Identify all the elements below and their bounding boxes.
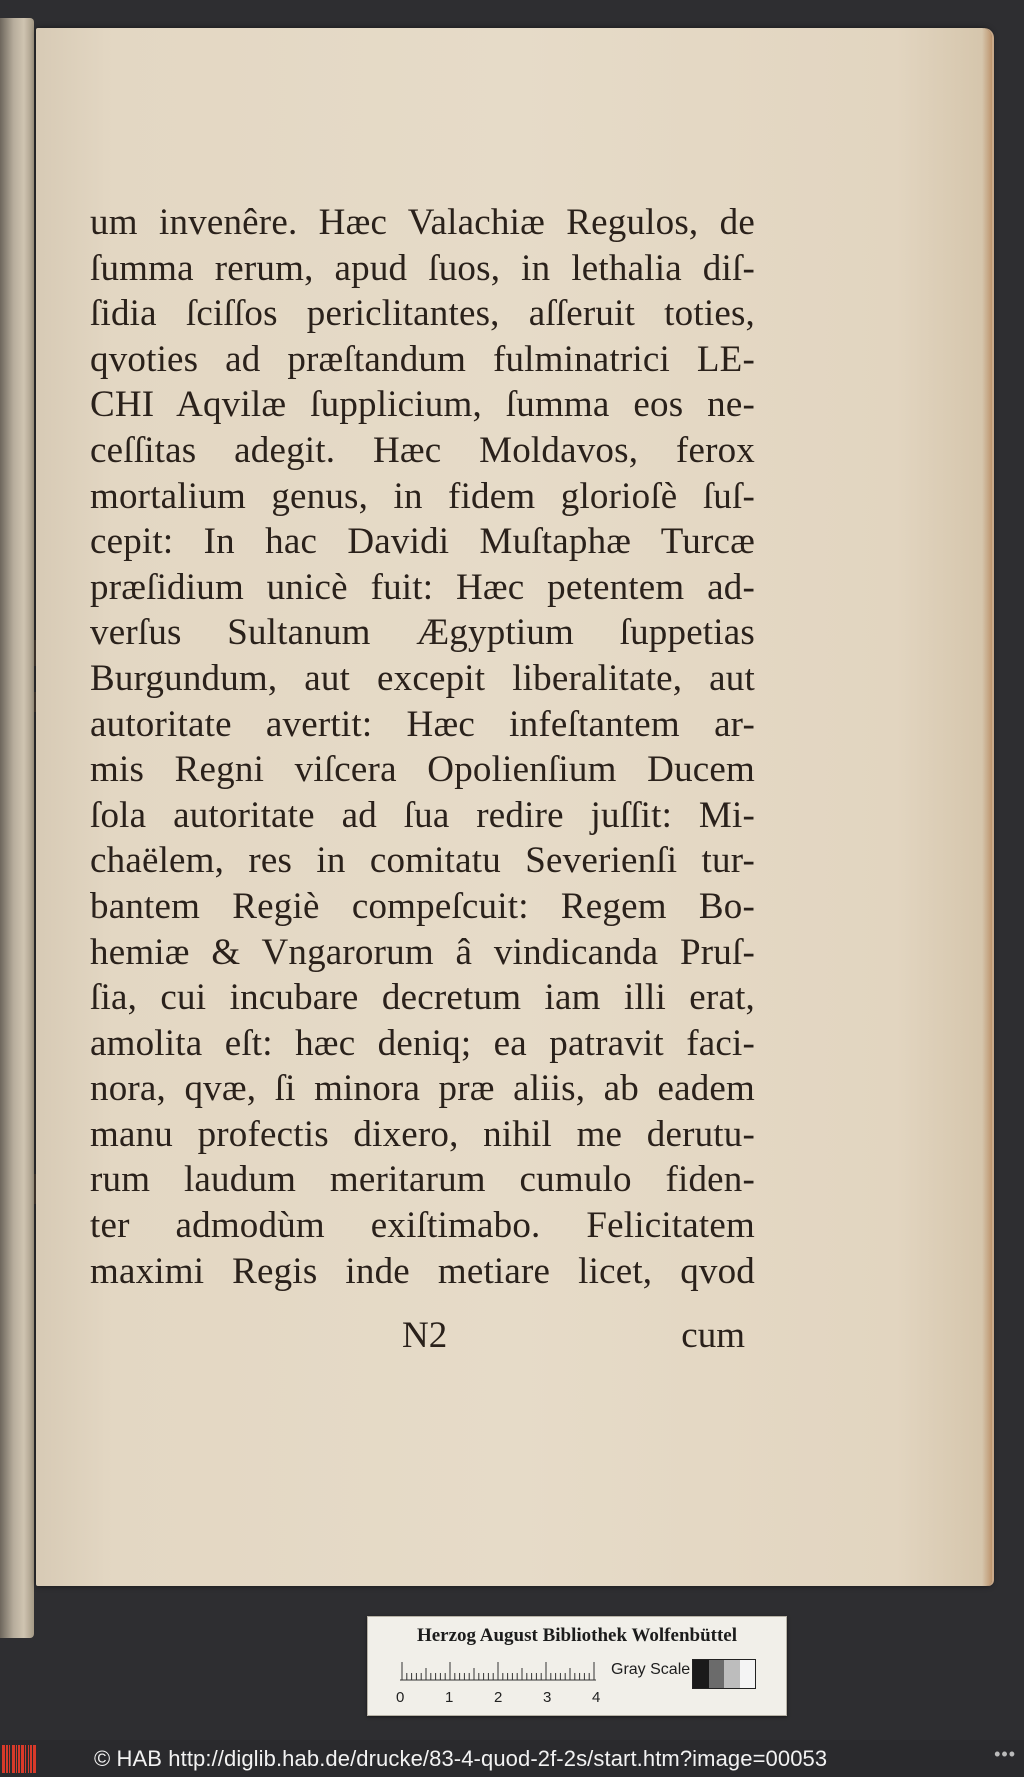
text-line: maximi Regis inde metiare licet, qvod: [90, 1250, 755, 1292]
margin-mark: [34, 640, 36, 666]
status-bar: [0, 1740, 1024, 1777]
text-line: bantem Regiè compeſcuit: Regem Bo-: [90, 885, 755, 927]
color-card: [367, 1616, 787, 1716]
gray-swatches: [692, 1659, 756, 1689]
ruler-number: 1: [445, 1689, 454, 1706]
swatch: [709, 1660, 725, 1688]
signature-mark: N2: [402, 1315, 448, 1356]
text-line: hemiæ & Vngarorum â vindicanda Pruſ-: [90, 931, 755, 973]
ruler-scale: [400, 1657, 596, 1681]
text-line: ſia, cui incubare decretum iam illi erat,: [90, 977, 755, 1019]
page-footer-row: [90, 1314, 745, 1362]
text-line: ceſſitas adegit. Hæc Moldavos, ferox: [90, 429, 755, 471]
text-line: autoritate avertit: Hæc infeſtantem ar-: [90, 703, 755, 745]
swatch: [724, 1660, 740, 1688]
text-line: mis Regni viſcera Opolienſium Ducem: [90, 749, 755, 791]
text-line: ter admodùm exiſtimabo. Felicitatem: [90, 1205, 755, 1247]
text-line: rum laudum meritarum cumulo fiden-: [90, 1159, 755, 1201]
text-line: præſidium unicè fuit: Hæc petentem ad-: [90, 566, 755, 608]
status-url-text[interactable]: © HAB http://diglib.hab.de/drucke/83-4-quod-2f-2s/start.htm?image=00053: [94, 1745, 828, 1771]
text-line: manu profectis dixero, nihil me derutu-: [90, 1113, 755, 1155]
text-line: CHI Aqvilæ ſupplicium, ſumma eos ne-: [90, 384, 755, 426]
facing-page-edge: [0, 18, 34, 1638]
text-line: qvoties ad præſtandum fulminatrici LE-: [90, 338, 755, 380]
text-line: ſidia ſciſſos periclitantes, aſſeruit toties,: [90, 293, 755, 335]
text-line: ſumma rerum, apud ſuos, in lethalia diſ-: [90, 247, 755, 289]
card-title: Herzog August Bibliothek Wolfenbüttel: [416, 1625, 738, 1646]
text-line: cepit: In hac Davidi Muſtaphæ Turcæ: [90, 521, 755, 563]
margin-mark: [34, 1174, 36, 1204]
text-line: mortalium genus, in fidem glorioſè ſuſ-: [90, 475, 755, 517]
text-line: chaëlem, res in comitatu Severienſi tur-: [90, 840, 755, 882]
text-line: Burgundum, aut excepit liberalitate, aut: [90, 657, 755, 699]
swatch: [693, 1660, 709, 1688]
text-line: verſus Sultanum Ægyptium ſuppetias: [90, 612, 755, 654]
margin-mark: [34, 692, 36, 712]
ruler-number: 2: [494, 1689, 503, 1706]
text-line: nora, qvæ, ſi minora præ aliis, ab eadem: [90, 1068, 755, 1110]
swatch: [740, 1660, 756, 1688]
ruler-number: 4: [592, 1689, 601, 1706]
catchword: cum: [681, 1315, 745, 1356]
ruler-number: 3: [543, 1689, 552, 1706]
text-line: ſola autoritate ad ſua redire juſſit: Mi-: [90, 794, 755, 836]
text-line: amolita eſt: hæc deniq; ea patravit faci-: [90, 1022, 755, 1064]
text-line: um invenêre. Hæc Valachiæ Regulos, de: [90, 202, 755, 243]
gray-scale-label: Gray Scale: [611, 1661, 691, 1678]
page-text: [90, 200, 755, 1294]
barcode-icon: [2, 1745, 50, 1773]
ruler-number: 0: [396, 1689, 405, 1706]
menu-dots-icon[interactable]: •••: [994, 1744, 1016, 1764]
